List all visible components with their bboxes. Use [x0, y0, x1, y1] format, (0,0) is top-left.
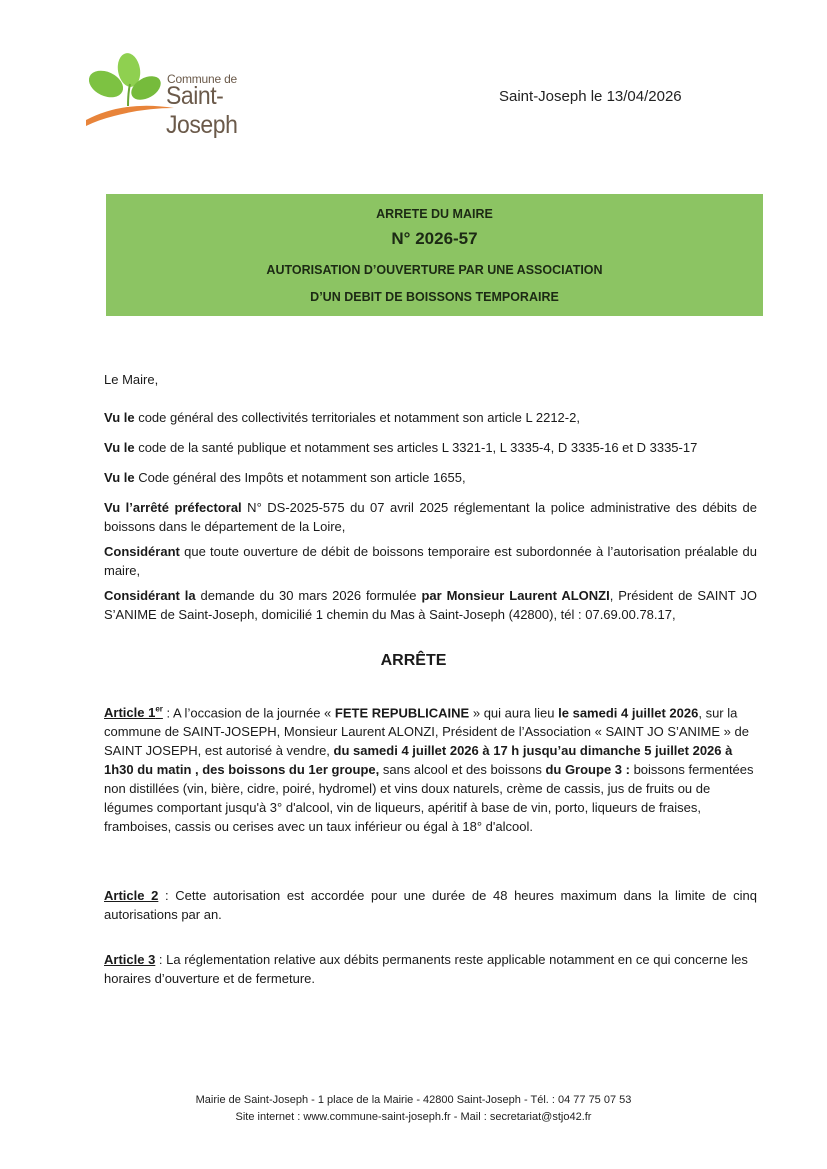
- article-label-sup: er: [155, 705, 163, 714]
- visa-lead: Vu le: [104, 470, 135, 485]
- banner-heading: ARRETE DU MAIRE: [376, 207, 493, 221]
- considerant-lead: Considérant: [104, 544, 180, 559]
- article-text: : Cette autorisation est accordée pour une durée de 48 heures maximum dans la limite de cinq autorisations par an.: [104, 888, 757, 922]
- considerant-lead: Considérant la: [104, 588, 196, 603]
- banner-subject-line2: D’UN DEBIT DE BOISSONS TEMPORAIRE: [310, 290, 559, 304]
- salutation: Le Maire,: [104, 372, 159, 387]
- title-banner: [106, 194, 763, 316]
- considerant-text: demande du 30 mars 2026 formulée: [195, 588, 422, 603]
- considerant-text: que toute ouverture de débit de boissons temporaire est subordonnée à l’autorisation préalable du maire,: [104, 544, 757, 578]
- document-date: Saint-Joseph le 13/04/2026: [499, 88, 682, 105]
- article-label-text: Article 1: [104, 705, 156, 721]
- logo-subtitle: Commune de: [167, 72, 238, 86]
- authorized-period: du samedi 4 juillet 2026 à 17 h jusqu’au dimanche 5 juillet 2026 à 1h30 du matin , des boissons du 1er groupe,: [104, 743, 733, 778]
- event-date: le samedi 4 juillet 2026: [558, 705, 699, 721]
- article-1: [104, 700, 757, 836]
- article-text: , sur la commune de SAINT-JOSEPH, Monsieur Laurent ALONZI, Président de l’Association « SAINT JO S’ANIME » de SAINT JOSEPH, est autorisé à vendre,: [104, 705, 749, 759]
- considerant-paragraph: [104, 542, 757, 580]
- visa-paragraph: [104, 468, 757, 487]
- article-2-label: Article 2: [104, 888, 159, 903]
- considerant-text: , Président de SAINT JO S’ANIME de Saint-Joseph, domicilié 1 chemin du Mas à Saint-Joseph (42800), tél : 07.69.00.78.17,: [104, 588, 757, 622]
- drink-group: du Groupe 3 :: [545, 762, 630, 778]
- requester-name: par Monsieur Laurent ALONZI: [421, 588, 610, 603]
- visa-lead: Vu l’arrêté préfectoral: [104, 500, 242, 515]
- article-text: : A l’occasion de la journée «: [162, 705, 335, 721]
- visa-paragraph: [104, 498, 757, 536]
- article-2: [104, 886, 757, 924]
- visa-text: Code général des Impôts et notamment son article 1655,: [134, 470, 466, 485]
- footer-contact: Site internet : www.commune-saint-joseph.fr - Mail : secretariat@stjo42.fr: [235, 1111, 592, 1123]
- footer-address: Mairie de Saint-Joseph - 1 place de la Mairie - 42800 Saint-Joseph - Tél. : 04 77 75 07 53: [195, 1094, 632, 1106]
- page-footer: [0, 1092, 827, 1126]
- visa-lead: Vu le: [104, 440, 135, 455]
- banner-subject-line1: AUTORISATION D’OUVERTURE PAR UNE ASSOCIATION: [266, 263, 603, 277]
- considerant-paragraph: [104, 586, 757, 624]
- decree-number: N° 2026-57: [391, 229, 478, 248]
- article-text: boissons fermentées non distillées (vin, bière, cidre, poiré, hydromel) et vins doux naturels, crème de cassis, jus de fruits ou de légumes comportant jusqu'à 3° d'alcool, vin de liqueurs, apéritif à base de vin, porto, liqueurs de fraises, framboises, cassis ou cerises avec un taux inférieur ou égal à 18° d'alcool.: [104, 762, 754, 835]
- article-text: : La réglementation relative aux débits permanents reste applicable notamment en ce qui concerne les horaires d’ouverture et de fermeture.: [104, 952, 748, 986]
- visa-lead: Vu le: [104, 410, 135, 425]
- article-3-label: Article 3: [104, 952, 156, 967]
- article-text: sans alcool et des boissons: [379, 762, 546, 778]
- visa-text: N° DS-2025-575 du 07 avril 2025 réglementant la police administrative des débits de boissons dans le département de la Loire,: [104, 500, 757, 534]
- commune-logo: [84, 48, 304, 139]
- article-text: » qui aura lieu: [469, 705, 559, 721]
- decision-title: ARRÊTE: [380, 652, 447, 669]
- event-name: FETE REPUBLICAINE: [334, 705, 470, 721]
- visa-paragraph: [104, 438, 757, 457]
- visa-paragraph: [104, 408, 757, 427]
- visa-text: code de la santé publique et notamment ses articles L 3321-1, L 3335-4, D 3335-16 et D 3335-17: [134, 440, 698, 455]
- leaf-sprout-logo-icon: [84, 48, 174, 128]
- article-1-label: [104, 705, 163, 720]
- article-3: [104, 950, 757, 988]
- logo-title: Saint-Joseph: [166, 82, 238, 139]
- visa-text: code général des collectivités territoriales et notamment son article L 2212-2,: [134, 410, 580, 425]
